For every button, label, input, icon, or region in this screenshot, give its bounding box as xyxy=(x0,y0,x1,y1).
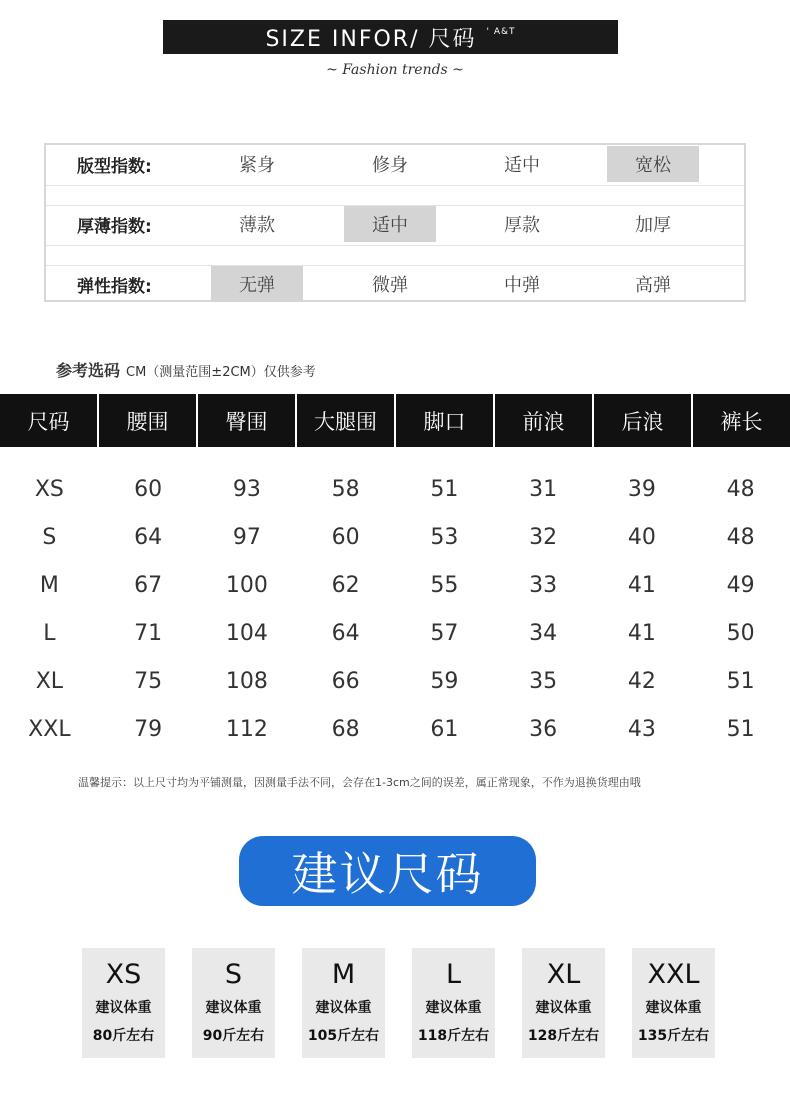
table-cell: 93 xyxy=(232,476,261,502)
table-cell: 51 xyxy=(430,476,459,502)
column-header: 臀围 xyxy=(198,394,297,447)
table-cell: 39 xyxy=(627,476,656,502)
size-table-body xyxy=(0,465,790,753)
size-card xyxy=(82,948,165,1058)
table-row xyxy=(0,465,790,513)
tagline: ~ Fashion trends ~ xyxy=(326,62,464,78)
index-row-thickness xyxy=(46,206,744,242)
table-cell: 57 xyxy=(430,620,459,646)
size-card xyxy=(302,948,385,1058)
table-cell: 64 xyxy=(331,620,360,646)
table-cell: 60 xyxy=(331,524,360,550)
card-label: 建议体重 xyxy=(205,1000,262,1016)
table-cell: XL xyxy=(35,668,64,694)
table-cell: 75 xyxy=(134,668,163,694)
table-cell: 42 xyxy=(627,668,656,694)
table-cell: M xyxy=(39,572,59,598)
table-cell: 36 xyxy=(529,716,558,742)
size-info-banner xyxy=(163,20,618,54)
index-option: 微弹 xyxy=(372,275,408,296)
table-cell: 66 xyxy=(331,668,360,694)
table-cell: 108 xyxy=(225,668,268,694)
table-cell: L xyxy=(43,620,56,646)
index-row-fit xyxy=(46,146,744,182)
table-row xyxy=(0,513,790,561)
card-label: 建议体重 xyxy=(315,1000,372,1016)
table-cell: 41 xyxy=(627,572,656,598)
column-header: 腰围 xyxy=(99,394,198,447)
size-table-header xyxy=(0,394,790,447)
index-divider xyxy=(46,245,744,246)
table-cell: 51 xyxy=(726,716,755,742)
fit-index-panel xyxy=(44,143,746,302)
index-option-selected: 宽松 xyxy=(607,146,699,182)
table-cell: 40 xyxy=(627,524,656,550)
table-cell: 53 xyxy=(430,524,459,550)
card-weight: 135斤左右 xyxy=(637,1028,710,1044)
card-label: 建议体重 xyxy=(95,1000,152,1016)
table-cell: 62 xyxy=(331,572,360,598)
table-cell: 32 xyxy=(529,524,558,550)
index-label: 弹性指数: xyxy=(77,276,152,297)
table-cell: 112 xyxy=(225,716,268,742)
table-cell: 33 xyxy=(529,572,558,598)
table-cell: 71 xyxy=(134,620,163,646)
column-header: 裤长 xyxy=(720,409,763,434)
table-row xyxy=(0,657,790,705)
table-cell: 48 xyxy=(726,524,755,550)
size-card xyxy=(632,948,715,1058)
card-size: L xyxy=(445,959,462,990)
table-cell: 51 xyxy=(726,668,755,694)
table-cell: 68 xyxy=(331,716,360,742)
index-option: 适中 xyxy=(504,155,540,176)
table-cell: 104 xyxy=(225,620,268,646)
banner-brand-mark: ' A&T xyxy=(486,27,516,37)
table-cell: 64 xyxy=(134,524,163,550)
table-cell: 97 xyxy=(232,524,261,550)
table-cell: 60 xyxy=(134,476,163,502)
table-row xyxy=(0,561,790,609)
index-option: 薄款 xyxy=(239,215,275,236)
card-label: 建议体重 xyxy=(645,1000,702,1016)
index-option: 厚款 xyxy=(504,215,540,236)
table-cell: 58 xyxy=(331,476,360,502)
reference-note xyxy=(56,358,316,381)
size-card xyxy=(412,948,495,1058)
suggested-size-cards xyxy=(0,948,790,1058)
card-weight: 90斤左右 xyxy=(202,1028,265,1044)
index-label: 厚薄指数: xyxy=(77,216,152,237)
index-row-elasticity xyxy=(46,266,744,302)
suggested-size-title: 建议尺码 xyxy=(239,836,536,906)
table-cell: 35 xyxy=(529,668,558,694)
index-option: 修身 xyxy=(372,155,408,176)
size-card xyxy=(192,948,275,1058)
table-cell: S xyxy=(42,524,57,550)
column-header: 后浪 xyxy=(594,394,693,447)
table-cell: 100 xyxy=(225,572,268,598)
index-option: 紧身 xyxy=(239,155,275,176)
size-card xyxy=(522,948,605,1058)
card-size: M xyxy=(331,959,356,990)
index-divider xyxy=(46,265,744,266)
table-cell: 55 xyxy=(430,572,459,598)
index-option-selected: 无弹 xyxy=(211,266,303,302)
reference-title: 参考选码 xyxy=(56,361,121,380)
index-divider xyxy=(46,185,744,186)
column-header: 大腿围 xyxy=(297,394,396,447)
table-cell: XXL xyxy=(28,716,71,742)
banner-title: SIZE INFOR/ 尺码 xyxy=(265,26,477,52)
reference-subtitle: CM（测量范围±2CM）仅供参考 xyxy=(126,365,316,380)
table-cell: 49 xyxy=(726,572,755,598)
table-cell: 31 xyxy=(529,476,558,502)
card-weight: 118斤左右 xyxy=(417,1028,490,1044)
index-option: 加厚 xyxy=(635,215,671,236)
table-row xyxy=(0,609,790,657)
card-size: XS xyxy=(105,959,142,990)
table-cell: 61 xyxy=(430,716,459,742)
column-header: 脚口 xyxy=(396,394,495,447)
card-weight: 105斤左右 xyxy=(307,1028,380,1044)
card-label: 建议体重 xyxy=(535,1000,592,1016)
table-cell: 50 xyxy=(726,620,755,646)
card-size: S xyxy=(224,959,243,990)
table-cell: XS xyxy=(34,476,64,502)
index-option: 高弹 xyxy=(635,275,671,296)
column-header: 前浪 xyxy=(495,394,594,447)
index-divider xyxy=(46,205,744,206)
index-option-selected: 适中 xyxy=(344,206,436,242)
card-weight: 80斤左右 xyxy=(92,1028,155,1044)
table-cell: 43 xyxy=(627,716,656,742)
card-weight: 128斤左右 xyxy=(527,1028,600,1044)
measurement-tip: 温馨提示：以上尺寸均为平铺测量，因测量手法不同，会存在1-3cm之间的误差，属正常现象，不作为退换货理由哦 xyxy=(78,776,641,789)
card-label: 建议体重 xyxy=(425,1000,482,1016)
table-cell: 59 xyxy=(430,668,459,694)
card-size: XXL xyxy=(647,959,700,990)
table-cell: 48 xyxy=(726,476,755,502)
index-option: 中弹 xyxy=(504,275,540,296)
table-cell: 79 xyxy=(134,716,163,742)
card-size: XL xyxy=(546,959,581,990)
index-label: 版型指数: xyxy=(77,156,152,177)
table-row xyxy=(0,705,790,753)
table-cell: 67 xyxy=(134,572,163,598)
table-cell: 34 xyxy=(529,620,558,646)
column-header: 尺码 xyxy=(0,394,99,447)
table-cell: 41 xyxy=(627,620,656,646)
